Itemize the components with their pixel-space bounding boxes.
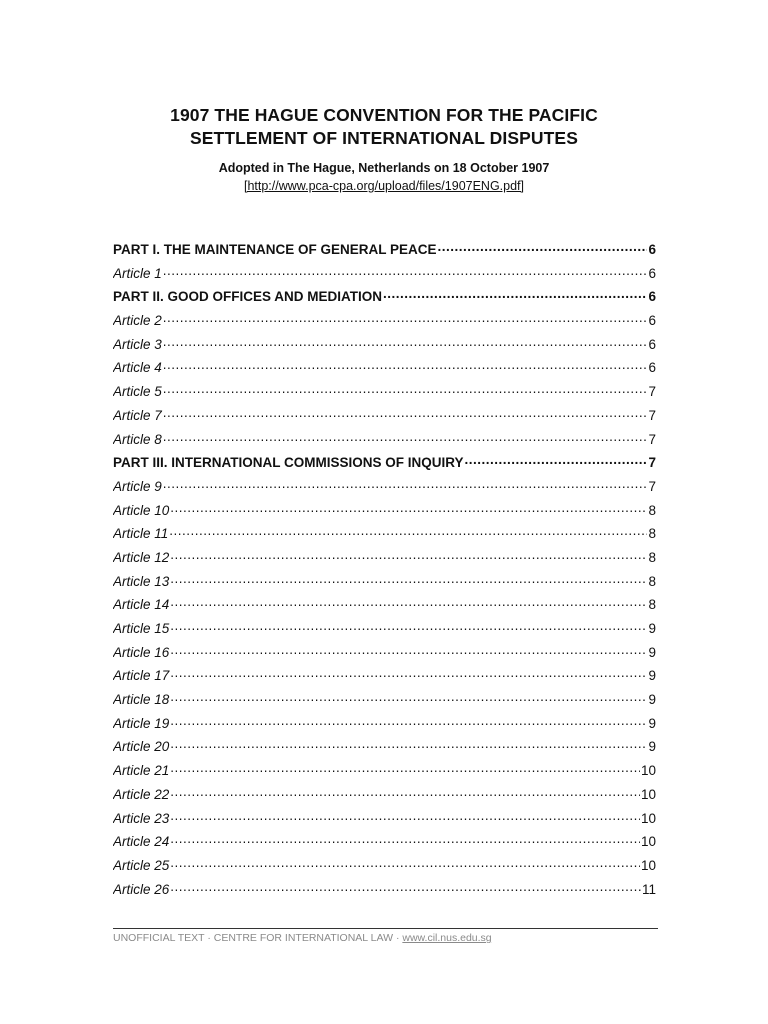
- toc-article-entry[interactable]: [113, 880, 656, 904]
- toc-dot-leader: [170, 572, 647, 586]
- source-url-link[interactable]: [http://www.pca-cpa.org/upload/files/1907ENG.pdf]: [243, 179, 525, 193]
- toc-page-number: 9: [648, 739, 656, 755]
- toc-article-entry[interactable]: [113, 335, 656, 359]
- toc-dot-leader: [170, 643, 647, 657]
- toc-page-number: 6: [648, 265, 656, 281]
- toc-article-entry[interactable]: [113, 501, 656, 525]
- toc-page-number: 9: [648, 692, 656, 708]
- toc-entry-label: Article 21: [113, 763, 170, 779]
- toc-page-number: 8: [648, 573, 656, 589]
- toc-article-entry[interactable]: [113, 548, 656, 572]
- toc-page-number: 10: [640, 786, 656, 802]
- toc-dot-leader: [465, 453, 648, 467]
- toc-dot-leader: [170, 761, 640, 775]
- toc-entry-label: Article 11: [113, 526, 169, 542]
- toc-article-entry[interactable]: [113, 524, 656, 548]
- toc-entry-label: Article 1: [113, 265, 162, 281]
- toc-dot-leader: [163, 406, 648, 420]
- toc-part-entry[interactable]: [113, 287, 656, 311]
- toc-page-number: 8: [648, 597, 656, 613]
- toc-article-entry[interactable]: [113, 430, 656, 454]
- toc-entry-label: Article 7: [113, 407, 162, 423]
- toc-dot-leader: [170, 714, 647, 728]
- footer-text: UNOFFICIAL TEXT · CENTRE FOR INTERNATIONAL LAW ·: [113, 932, 403, 944]
- toc-dot-leader: [163, 358, 648, 372]
- toc-entry-label: Article 17: [113, 668, 170, 684]
- toc-article-entry[interactable]: [113, 737, 656, 761]
- toc-dot-leader: [163, 477, 648, 491]
- toc-part-entry[interactable]: [113, 240, 656, 264]
- toc-dot-leader: [170, 690, 647, 704]
- toc-article-entry[interactable]: [113, 619, 656, 643]
- toc-dot-leader: [438, 240, 648, 254]
- toc-page-number: 9: [648, 644, 656, 660]
- toc-page-number: 10: [640, 857, 656, 873]
- toc-article-entry[interactable]: [113, 382, 656, 406]
- toc-dot-leader: [170, 501, 647, 515]
- toc-entry-label: Article 9: [113, 478, 162, 494]
- toc-article-entry[interactable]: [113, 572, 656, 596]
- table-of-contents: [113, 240, 656, 903]
- toc-dot-leader: [170, 737, 647, 751]
- toc-dot-leader: [170, 785, 640, 799]
- toc-entry-label: Article 23: [113, 810, 170, 826]
- footer-divider: [113, 928, 658, 929]
- toc-page-number: 8: [648, 526, 656, 542]
- toc-entry-label: Article 13: [113, 573, 170, 589]
- toc-dot-leader: [170, 548, 647, 562]
- toc-page-number: 8: [648, 502, 656, 518]
- toc-page-number: 9: [648, 668, 656, 684]
- toc-page-number: 6: [648, 336, 656, 352]
- toc-article-entry[interactable]: [113, 856, 656, 880]
- toc-article-entry[interactable]: [113, 666, 656, 690]
- toc-dot-leader: [170, 809, 640, 823]
- toc-page-number: 7: [648, 478, 656, 494]
- toc-article-entry[interactable]: [113, 785, 656, 809]
- toc-page-number: 11: [641, 881, 656, 897]
- toc-dot-leader: [169, 524, 647, 538]
- toc-page-number: 9: [648, 715, 656, 731]
- document-title-line-2: SETTLEMENT OF INTERNATIONAL DISPUTES: [190, 128, 578, 148]
- toc-article-entry[interactable]: [113, 643, 656, 667]
- toc-entry-label: Article 20: [113, 739, 170, 755]
- toc-dot-leader: [170, 880, 641, 894]
- toc-page-number: 6: [648, 242, 656, 257]
- toc-dot-leader: [170, 856, 640, 870]
- toc-page-number: 6: [648, 289, 656, 305]
- toc-dot-leader: [170, 619, 647, 633]
- toc-article-entry[interactable]: [113, 264, 656, 288]
- toc-page-number: 7: [648, 455, 656, 471]
- footer-website-link[interactable]: www.cil.nus.edu.sg: [402, 932, 492, 944]
- toc-page-number: 7: [648, 431, 656, 447]
- toc-article-entry[interactable]: [113, 358, 656, 382]
- toc-article-entry[interactable]: [113, 406, 656, 430]
- toc-dot-leader: [170, 666, 647, 680]
- toc-entry-label: Article 5: [113, 384, 162, 400]
- toc-article-entry[interactable]: [113, 761, 656, 785]
- source-url-line: [0, 177, 768, 195]
- page-footer: [113, 931, 492, 945]
- toc-entry-label: Article 22: [113, 786, 170, 802]
- toc-article-entry[interactable]: [113, 595, 656, 619]
- toc-article-entry[interactable]: [113, 690, 656, 714]
- toc-entry-label: PART III. INTERNATIONAL COMMISSIONS OF INQUIRY: [113, 455, 464, 471]
- toc-page-number: 10: [640, 810, 656, 826]
- toc-entry-label: Article 16: [113, 644, 170, 660]
- adoption-subtitle: Adopted in The Hague, Netherlands on 18 October 1907: [218, 161, 550, 175]
- toc-dot-leader: [163, 311, 648, 325]
- toc-entry-label: PART II. GOOD OFFICES AND MEDIATION: [113, 289, 382, 305]
- toc-page-number: 10: [640, 763, 656, 779]
- toc-page-number: 8: [648, 549, 656, 565]
- toc-dot-leader: [163, 382, 648, 396]
- toc-entry-label: Article 8: [113, 431, 162, 447]
- toc-page-number: 6: [648, 360, 656, 376]
- toc-entry-label: Article 3: [113, 336, 162, 352]
- toc-dot-leader: [170, 832, 640, 846]
- toc-article-entry[interactable]: [113, 311, 656, 335]
- toc-entry-label: Article 14: [113, 597, 170, 613]
- toc-page-number: 7: [648, 407, 656, 423]
- toc-dot-leader: [163, 335, 648, 349]
- toc-entry-label: Article 18: [113, 692, 170, 708]
- toc-page-number: 10: [640, 834, 656, 850]
- toc-entry-label: Article 24: [113, 834, 170, 850]
- toc-article-entry[interactable]: [113, 477, 656, 501]
- toc-entry-label: Article 12: [113, 549, 170, 565]
- toc-page-number: 9: [648, 621, 656, 636]
- toc-entry-label: Article 19: [113, 715, 170, 731]
- toc-entry-label: Article 2: [113, 313, 162, 329]
- document-title-line-1: 1907 THE HAGUE CONVENTION FOR THE PACIFIC: [170, 105, 598, 125]
- toc-dot-leader: [170, 595, 647, 609]
- toc-article-entry[interactable]: [113, 714, 656, 738]
- document-header: [0, 104, 768, 195]
- toc-article-entry[interactable]: [113, 832, 656, 856]
- toc-dot-leader: [163, 430, 648, 444]
- toc-page-number: 6: [648, 313, 656, 329]
- toc-dot-leader: [163, 264, 648, 278]
- toc-part-entry[interactable]: [113, 453, 656, 477]
- toc-page-number: 7: [648, 384, 656, 400]
- toc-entry-label: Article 4: [113, 360, 162, 376]
- toc-entry-label: Article 26: [113, 881, 170, 897]
- toc-dot-leader: [383, 287, 647, 301]
- toc-entry-label: Article 15: [113, 621, 170, 636]
- toc-article-entry[interactable]: [113, 809, 656, 833]
- toc-entry-label: Article 25: [113, 857, 170, 873]
- toc-entry-label: PART I. THE MAINTENANCE OF GENERAL PEACE: [113, 242, 437, 257]
- toc-entry-label: Article 10: [113, 502, 170, 518]
